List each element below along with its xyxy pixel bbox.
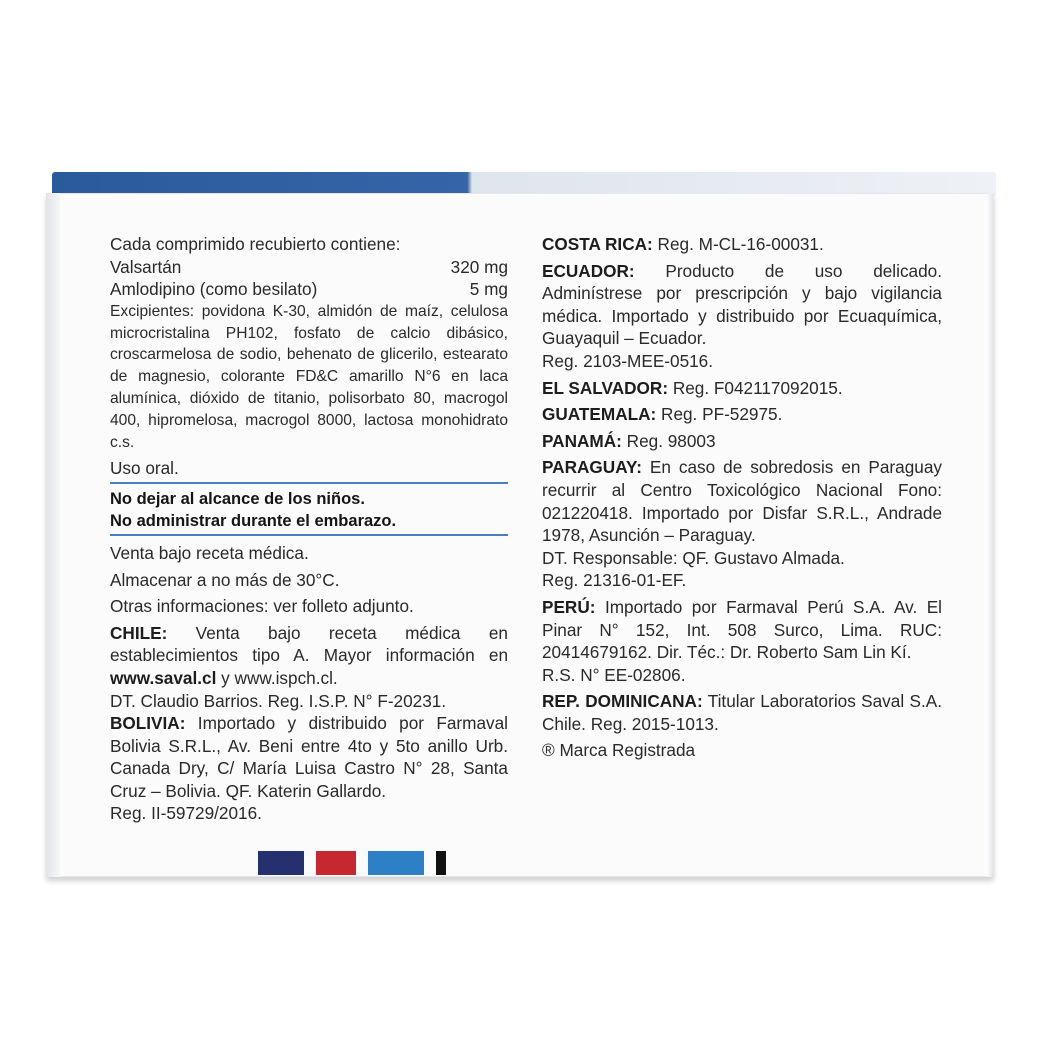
paraguay-dt: DT. Responsable: QF. Gustavo Almada. — [542, 547, 845, 568]
swatch-red — [316, 851, 356, 875]
chile-link-joiner: y — [216, 667, 235, 688]
print-color-swatches — [258, 851, 458, 875]
ispch-link[interactable]: www.ispch.cl. — [234, 667, 338, 688]
guatemala-section — [542, 403, 942, 426]
el-salvador-label: EL SALVADOR: — [542, 377, 669, 398]
medicine-box-back-panel — [46, 193, 994, 877]
ingredient-name: Valsartán — [110, 256, 182, 277]
trademark-note: ® Marca Registrada — [542, 740, 696, 761]
composition-intro: Cada comprimido recubierto contiene: — [110, 234, 401, 254]
bolivia-reg: Reg. II-59729/2016. — [110, 803, 262, 824]
guatemala-label: GUATEMALA: — [542, 404, 657, 425]
paraguay-text: En caso de sobredosis en Paraguay recurrir al Centro Toxicológico Nacional Fono: 021220418. Importado por Disfar S.R.L., Andrade 1978, Asunción – Paraguay. — [542, 457, 942, 546]
route-of-use: Uso oral. — [110, 458, 179, 479]
divider-bottom — [110, 534, 508, 536]
ecuador-reg: Reg. 2103-MEE-0516. — [542, 350, 714, 371]
ecuador-label: ECUADOR: — [542, 260, 635, 281]
warning-pregnancy: No administrar durante el embarazo. — [110, 511, 397, 530]
paraguay-label: PARAGUAY: — [542, 457, 642, 478]
chile-dt: DT. Claudio Barrios. Reg. I.S.P. N° F-20231. — [110, 690, 447, 711]
chile-label: CHILE: — [110, 622, 168, 643]
bolivia-section — [110, 712, 508, 802]
bolivia-text: Importado y distribuido por Farmaval Bolivia S.R.L., Av. Beni entre 4to y 5to anillo Urb. Canada Dry, C/ María Luisa Castro N° 28, Santa Cruz – Bolivia. QF. Katerin Gallardo. — [110, 713, 508, 801]
guatemala-text: Reg. PF-52975. — [656, 404, 783, 425]
ingredient-row-valsartan — [110, 256, 508, 279]
dominican-text: Titular Laboratorios Saval S.A. Chile. Reg. 2015-1013. — [542, 691, 942, 734]
excipients-text: Excipientes: povidona K-30, almidón de maíz, celulosa microcristalina PH102, fosfato de calcio dibásico, croscarmelosa de sodio, behenato de glicerilo, estearato de magnesio, colorante FD&C amarillo N°6 en laca alumínica, dióxido de titanio, polisorbato 80, macrogol 400, hipromelosa, macrogol 8000, lactosa monohidrato c.s. — [110, 302, 508, 451]
ingredient-row-amlodipino — [110, 278, 508, 301]
storage-condition: Almacenar a no más de 30°C. — [110, 569, 340, 590]
bolivia-label: BOLIVIA: — [110, 713, 186, 734]
divider-top — [110, 482, 508, 484]
peru-rs: R.S. N° EE-02806. — [542, 664, 686, 685]
panama-section — [542, 430, 942, 453]
warning-children: No dejar al alcance de los niños. — [110, 489, 365, 508]
box-right-edge — [988, 193, 994, 877]
costa-rica-section — [542, 233, 942, 256]
dominican-label: REP. DOMINICANA: — [542, 691, 703, 712]
ecuador-text: Producto de uso delicado. Adminístrese por prescripción y bajo vigilancia médica. Importado y distribuido por Ecuaquímica, Guayaquil – Ecuador. — [542, 260, 942, 349]
el-salvador-section — [542, 377, 942, 400]
chile-section — [110, 622, 508, 690]
el-salvador-text: Reg. F042117092015. — [668, 377, 843, 398]
swatch-navy — [258, 851, 304, 875]
other-info: Otras informaciones: ver folleto adjunto. — [110, 596, 414, 617]
left-column — [110, 233, 508, 825]
costa-rica-text: Reg. M-CL-16-00031. — [652, 234, 824, 254]
peru-section — [542, 596, 942, 664]
chile-text: Venta bajo receta médica en establecimientos tipo A. Mayor información en — [110, 622, 508, 666]
panama-label: PANAMÁ: — [542, 430, 622, 451]
ecuador-section — [542, 260, 942, 350]
saval-link[interactable]: www.saval.cl — [110, 667, 217, 688]
panama-text: Reg. 98003 — [621, 430, 716, 451]
ingredient-name: Amlodipino (como besilato) — [110, 279, 318, 300]
right-column — [542, 233, 942, 762]
dominican-section — [542, 690, 942, 735]
swatch-black — [436, 851, 446, 875]
sale-condition: Venta bajo receta médica. — [110, 542, 309, 563]
box-left-edge — [46, 193, 60, 877]
ingredient-amount: 5 mg — [469, 279, 508, 300]
costa-rica-label: COSTA RICA: — [542, 234, 653, 254]
peru-text: Importado por Farmaval Perú S.A. Av. El Pinar N° 152, Int. 508 Surco, Lima. RUC: 20414679162. Dir. Téc.: Dr. Roberto Sam Lin Kí. — [542, 596, 942, 663]
swatch-blue — [368, 851, 424, 875]
paraguay-reg: Reg. 21316-01-EF. — [542, 570, 687, 591]
paraguay-section — [542, 456, 942, 546]
ingredient-amount: 320 mg — [450, 256, 508, 277]
peru-label: PERÚ: — [542, 596, 596, 617]
